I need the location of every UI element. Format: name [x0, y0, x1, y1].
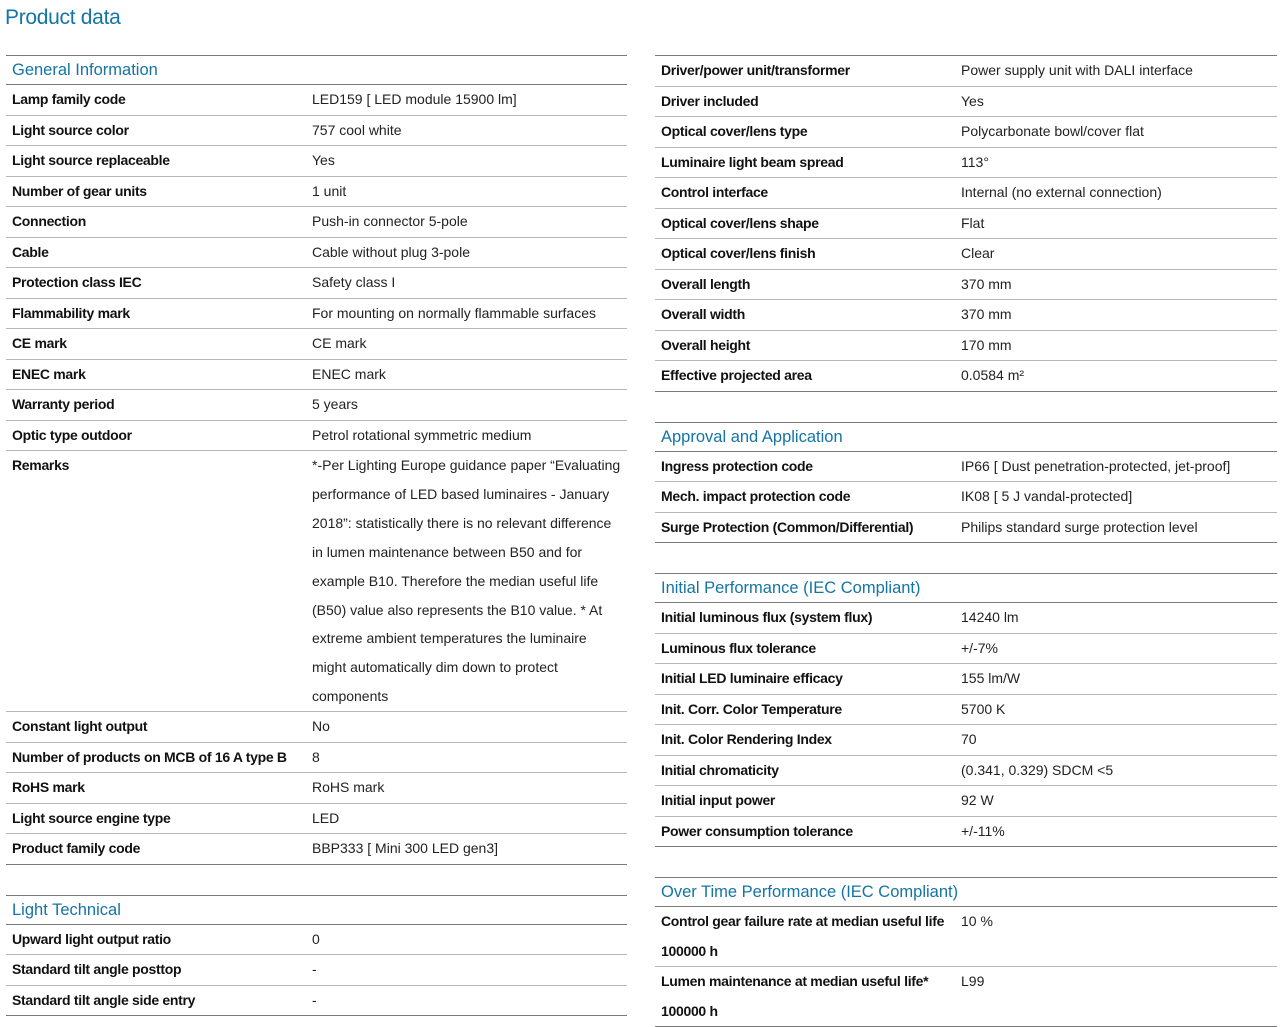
row-value: For mounting on normally flammable surfaces: [312, 304, 597, 321]
row-label: Driver included: [661, 92, 759, 109]
table-row: [6, 207, 627, 238]
row-value: Flat: [961, 214, 985, 231]
light-technical-heading: Light Technical: [6, 896, 627, 925]
row-value: 757 cool white: [312, 121, 402, 138]
row-label: Initial LED luminaire efficacy: [661, 670, 843, 686]
row-label: Ingress protection code: [661, 457, 813, 474]
row-label: Lumen maintenance at median useful life* 100000 h: [661, 973, 929, 1019]
row-value: Yes: [312, 152, 335, 168]
row-label: Standard tilt angle side entry: [12, 991, 196, 1008]
table-row: [6, 177, 627, 208]
row-value: RoHS mark: [312, 779, 385, 796]
general-information-table: [6, 85, 627, 865]
row-value: Safety class I: [312, 274, 396, 290]
row-value: 370 mm: [961, 306, 1012, 322]
row-value: 0.0584 m²: [961, 367, 1025, 383]
table-row: [655, 664, 1277, 695]
table-row: [6, 986, 627, 1017]
row-value: No: [312, 718, 330, 735]
table-row: [655, 725, 1277, 756]
table-row: [6, 238, 627, 269]
row-value: (0.341, 0.329) SDCM <5: [961, 761, 1114, 778]
row-label: Control interface: [661, 184, 768, 200]
table-row: [6, 925, 627, 956]
table-row: [655, 603, 1277, 634]
row-label: ENEC mark: [12, 365, 86, 382]
row-label: Overall width: [661, 306, 746, 322]
row-label: Control gear failure rate at median useful life 100000 h: [661, 913, 945, 959]
row-value: 170 mm: [961, 336, 1012, 353]
row-label: Light source replaceable: [12, 152, 170, 168]
table-row: [655, 209, 1277, 240]
row-label: Overall height: [661, 336, 751, 353]
row-label: Power consumption tolerance: [661, 822, 853, 839]
table-row: [655, 331, 1277, 362]
table-row: [655, 817, 1277, 848]
table-row: [6, 268, 627, 299]
row-label: Luminaire light beam spread: [661, 153, 844, 170]
row-value: 113°: [961, 153, 989, 170]
table-row: [655, 117, 1277, 148]
row-label: Number of products on MCB of 16 A type B: [12, 748, 287, 765]
row-value: Cable without plug 3-pole: [312, 243, 470, 260]
initial-performance-table: [655, 603, 1277, 847]
table-row: [6, 712, 627, 743]
row-label: Flammability mark: [12, 304, 130, 321]
row-label: Protection class IEC: [12, 274, 142, 290]
table-row: [6, 146, 627, 177]
approval-application-table: [655, 452, 1277, 544]
row-value: +/-11%: [961, 822, 1005, 839]
left-column: [6, 55, 627, 1016]
table-row: [6, 834, 627, 865]
table-row: [655, 907, 1277, 967]
row-value: 1 unit: [312, 182, 347, 199]
row-label: Initial input power: [661, 792, 776, 808]
table-row: [655, 178, 1277, 209]
light-technical-table: [6, 925, 627, 1017]
table-row: [655, 786, 1277, 817]
row-label: Init. Color Rendering Index: [661, 731, 832, 747]
over-time-performance-heading: Over Time Performance (IEC Compliant): [655, 878, 1277, 907]
approval-application-heading: Approval and Application: [655, 423, 1277, 452]
row-label: Remarks: [12, 457, 70, 473]
row-value: LED: [312, 809, 340, 826]
row-label: Constant light output: [12, 718, 148, 735]
row-label: Driver/power unit/transformer: [661, 62, 850, 78]
page-title: Product data: [5, 6, 121, 29]
row-label: Init. Corr. Color Temperature: [661, 700, 842, 717]
table-row: [6, 773, 627, 804]
row-value: 10 %: [961, 913, 993, 929]
row-label: Initial chromaticity: [661, 761, 779, 778]
row-value: Polycarbonate bowl/cover flat: [961, 123, 1144, 139]
row-value: 70: [961, 731, 977, 747]
table-row: [655, 967, 1277, 1027]
row-value: 370 mm: [961, 275, 1012, 292]
driver-optics-table: [655, 56, 1277, 392]
row-label: Warranty period: [12, 396, 115, 412]
row-value: Clear: [961, 245, 995, 261]
row-label: Cable: [12, 243, 49, 260]
table-row: [6, 955, 627, 986]
row-label: Effective projected area: [661, 367, 812, 383]
row-label: RoHS mark: [12, 779, 85, 796]
row-value: *-Per Lighting Europe guidance paper “Evaluating performance of LED based luminaires - January 2018”: statistically there is no relevant difference in lumen maintenance between B50 and for example B10. Therefore the median useful life (B50) value also represents the B10 value. * At extreme ambient temperatures the luminaire might automatically dim down to protect components: [312, 457, 621, 705]
table-row: [655, 361, 1277, 392]
row-value: 155 lm/W: [961, 670, 1021, 686]
table-row: [655, 482, 1277, 513]
over-time-performance-table: [655, 907, 1277, 1027]
row-value: CE mark: [312, 335, 367, 351]
row-label: Optical cover/lens shape: [661, 214, 819, 231]
table-row: [6, 299, 627, 330]
right-column: [655, 55, 1277, 1027]
table-row: [6, 451, 627, 712]
table-row: [6, 804, 627, 835]
table-row: [6, 421, 627, 452]
table-row: [655, 239, 1277, 270]
row-label: Overall length: [661, 275, 751, 292]
row-label: Lamp family code: [12, 91, 126, 107]
table-row: [655, 756, 1277, 787]
row-value: LED159 [ LED module 15900 lm]: [312, 91, 517, 107]
table-row: [6, 116, 627, 147]
row-value: Petrol rotational symmetric medium: [312, 426, 532, 443]
table-row: [655, 270, 1277, 301]
row-value: Yes: [961, 92, 984, 109]
row-label: Initial luminous flux (system flux): [661, 609, 873, 625]
row-label: CE mark: [12, 335, 67, 351]
row-value: 8: [312, 748, 320, 765]
row-label: Optical cover/lens finish: [661, 245, 816, 261]
initial-performance-heading: Initial Performance (IEC Compliant): [655, 574, 1277, 603]
table-row: [6, 390, 627, 421]
row-label: Number of gear units: [12, 182, 147, 199]
row-value: 5 years: [312, 396, 358, 412]
row-label: Upward light output ratio: [12, 930, 171, 947]
row-value: IK08 [ 5 J vandal-protected]: [961, 488, 1133, 504]
row-value: Philips standard surge protection level: [961, 518, 1198, 535]
table-row: [655, 87, 1277, 118]
row-label: Light source color: [12, 121, 129, 138]
row-value: Power supply unit with DALI interface: [961, 62, 1193, 78]
row-value: 14240 lm: [961, 609, 1019, 625]
row-value: 0: [312, 930, 320, 947]
row-value: -: [312, 991, 317, 1008]
row-label: Optical cover/lens type: [661, 123, 808, 139]
row-value: BBP333 [ Mini 300 LED gen3]: [312, 840, 499, 857]
table-row: [655, 148, 1277, 179]
table-row: [655, 300, 1277, 331]
row-value: L99: [961, 973, 985, 989]
row-value: 5700 K: [961, 700, 1006, 717]
row-label: Product family code: [12, 840, 141, 857]
table-row: [6, 85, 627, 116]
table-row: [655, 634, 1277, 665]
row-value: ENEC mark: [312, 365, 386, 382]
row-value: Internal (no external connection): [961, 184, 1162, 200]
row-label: Surge Protection (Common/Differential): [661, 518, 914, 535]
row-value: Push-in connector 5-pole: [312, 213, 468, 229]
table-row: [655, 695, 1277, 726]
row-value: 92 W: [961, 792, 994, 808]
row-value: +/-7%: [961, 639, 998, 656]
table-row: [6, 329, 627, 360]
table-row: [655, 56, 1277, 87]
table-row: [655, 452, 1277, 483]
row-value: IP66 [ Dust penetration-protected, jet-proof]: [961, 457, 1231, 474]
row-label: Mech. impact protection code: [661, 488, 851, 504]
table-row: [6, 360, 627, 391]
table-row: [6, 743, 627, 774]
row-value: -: [312, 961, 317, 978]
row-label: Connection: [12, 213, 86, 229]
row-label: Light source engine type: [12, 809, 171, 826]
general-information-heading: General Information: [6, 56, 627, 85]
row-label: Standard tilt angle posttop: [12, 961, 182, 978]
row-label: Optic type outdoor: [12, 426, 132, 443]
row-label: Luminous flux tolerance: [661, 639, 816, 656]
table-row: [655, 513, 1277, 544]
